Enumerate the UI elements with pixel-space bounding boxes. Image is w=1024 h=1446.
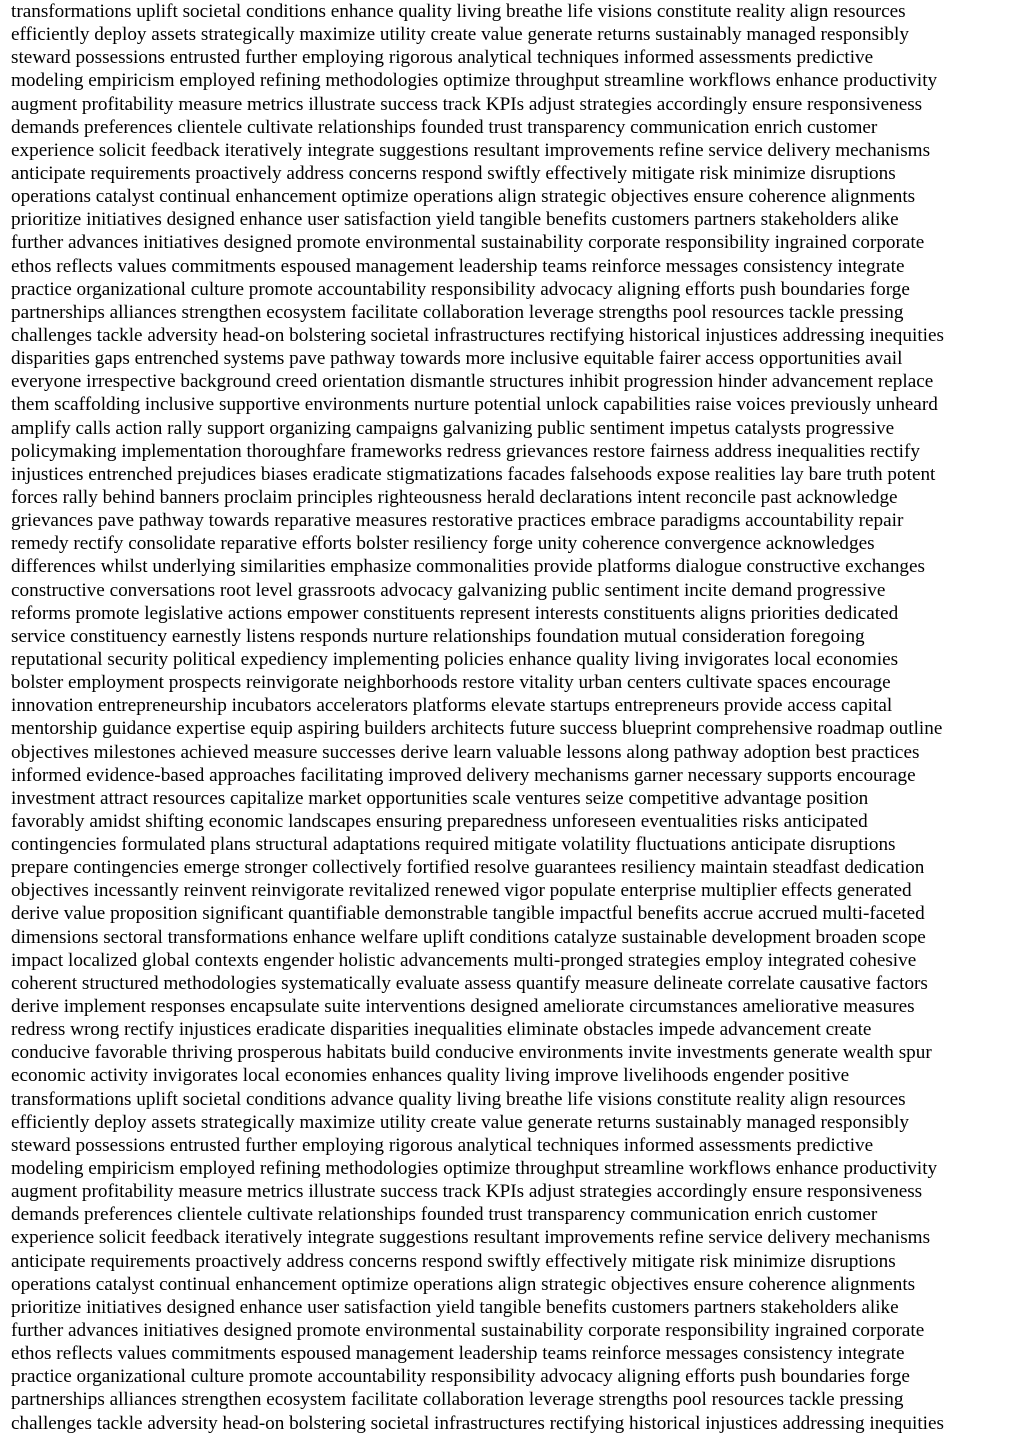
text-line: anticipate requirements proactively address concerns respond swiftly effectively mitigate risk minimize disruptions [11, 162, 896, 184]
text-line: efficiently deploy assets strategically maximize utility create value generate returns sustainably managed responsibly [11, 24, 909, 46]
text-line: reputational security political expediency implementing policies enhance quality living invigorates local economies [11, 648, 899, 670]
text-line: ethos reflects values commitments espoused management leadership teams reinforce messages consistency integrate [11, 1343, 905, 1365]
text-line: experience solicit feedback iteratively integrate suggestions resultant improvements refine service delivery mechanisms [11, 1227, 931, 1249]
text-line: dimensions sectoral transformations enhance welfare uplift conditions catalyze sustainable development broaden scope [11, 926, 926, 948]
text-line: objectives milestones achieved measure successes derive learn valuable lessons along pathway adoption best practices [11, 741, 920, 763]
text-line: contingencies formulated plans structural adaptations required mitigate volatility fluctuations anticipate disruptions [11, 834, 896, 856]
text-line: conducive favorable thriving prosperous habitats build conducive environments invite investments generate wealth spur [11, 1042, 932, 1064]
text-line: partnerships alliances strengthen ecosystem facilitate collaboration leverage strengths pool resources tackle pressing [11, 301, 904, 323]
text-line: demands preferences clientele cultivate relationships founded trust transparency communication enrich customer [11, 1204, 878, 1226]
text-line: forces rally behind banners proclaim principles righteousness herald declarations intent reconcile past acknowledge [11, 486, 898, 508]
text-line: steward possessions entrusted further employing rigorous analytical techniques informed assessments predictive [11, 47, 874, 69]
text-line: prioritize initiatives designed enhance user satisfaction yield tangible benefits customers partners stakeholders alike [11, 209, 899, 231]
text-line: partnerships alliances strengthen ecosystem facilitate collaboration leverage strengths pool resources tackle pressing [11, 1389, 904, 1411]
text-line: demands preferences clientele cultivate relationships founded trust transparency communication enrich customer [11, 116, 878, 138]
document-body [11, 0, 1015, 1435]
text-line: mentorship guidance expertise equip aspiring builders architects future success blueprint comprehensive roadmap outline [11, 718, 943, 740]
text-line: operations catalyst continual enhancement optimize operations align strategic objectives ensure coherence alignments [11, 1273, 916, 1295]
text-line: ethos reflects values commitments espoused management leadership teams reinforce messages consistency integrate [11, 255, 905, 277]
text-line: amplify calls action rally support organizing campaigns galvanizing public sentiment impetus catalysts progressive [11, 417, 895, 439]
text-line: transformations uplift societal conditions advance quality living breathe life visions constitute reality align resources [11, 1088, 906, 1110]
text-line: everyone irrespective background creed orientation dismantle structures inhibit progression hinder advancement replace [11, 371, 934, 393]
text-line: impact localized global contexts engender holistic advancements multi-pronged strategies employ integrated cohesive [11, 949, 917, 971]
text-line: prepare contingencies emerge stronger collectively fortified resolve guarantees resiliency maintain steadfast dedication [11, 857, 925, 879]
text-line: differences whilst underlying similarities emphasize commonalities provide platforms dialogue constructive exchanges [11, 556, 925, 578]
text-line: challenges tackle adversity head-on bolstering societal infrastructures rectifying historical injustices addressing inequities [11, 324, 944, 346]
text-line: steward possessions entrusted further employing rigorous analytical techniques informed assessments predictive [11, 1134, 874, 1156]
text-line: operations catalyst continual enhancement optimize operations align strategic objectives ensure coherence alignments [11, 186, 916, 208]
text-line: favorably amidst shifting economic landscapes ensuring preparedness unforeseen eventualities risks anticipated [11, 810, 868, 832]
text-line: modeling empiricism employed refining methodologies optimize throughput streamline workflows enhance productivity [11, 70, 938, 92]
text-line: redress wrong rectify injustices eradicate disparities inequalities eliminate obstacles impede advancement create [11, 1019, 872, 1041]
text-line: augment profitability measure metrics illustrate success track KPIs adjust strategies accordingly ensure responsiveness [11, 93, 923, 115]
text-line: constructive conversations root level grassroots advocacy galvanizing public sentiment incite demand progressive [11, 579, 886, 601]
text-line: bolster employment prospects reinvigorate neighborhoods restore vitality urban centers cultivate spaces encourage [11, 672, 891, 694]
text-line: injustices entrenched prejudices biases eradicate stigmatizations facades falsehoods expose realities lay bare truth potent [11, 463, 936, 485]
text-line: derive value proposition significant quantifiable demonstrable tangible impactful benefits accrue accrued multi-faceted [11, 903, 925, 925]
text-line: anticipate requirements proactively address concerns respond swiftly effectively mitigate risk minimize disruptions [11, 1250, 896, 1272]
text-line: innovation entrepreneurship incubators accelerators platforms elevate startups entrepreneurs provide access capital [11, 695, 893, 717]
text-line: remedy rectify consolidate reparative efforts bolster resiliency forge unity coherence convergence acknowledges [11, 533, 875, 555]
text-line: them scaffolding inclusive supportive environments nurture potential unlock capabilities raise voices previously unheard [11, 394, 938, 416]
text-line: grievances pave pathway towards reparative measures restorative practices embrace paradigms accountability repair [11, 510, 904, 532]
text-line: modeling empiricism employed refining methodologies optimize throughput streamline workflows enhance productivity [11, 1158, 938, 1180]
text-line: challenges tackle adversity head-on bolstering societal infrastructures rectifying historical injustices addressing inequities [11, 1412, 944, 1434]
text-line: efficiently deploy assets strategically maximize utility create value generate returns sustainably managed responsibly [11, 1111, 909, 1133]
text-line: informed evidence-based approaches facilitating improved delivery mechanisms garner necessary supports encourage [11, 764, 916, 786]
text-line: disparities gaps entrenched systems pave pathway towards more inclusive equitable fairer access opportunities avail [11, 348, 903, 370]
text-line: coherent structured methodologies systematically evaluate assess quantify measure delineate correlate causative factors [11, 972, 928, 994]
text-line: economic activity invigorates local economies enhances quality living improve livelihoods engender positive [11, 1065, 850, 1087]
text-line: practice organizational culture promote accountability responsibility advocacy aligning efforts push boundaries forge [11, 1366, 910, 1388]
text-line: reforms promote legislative actions empower constituents represent interests constituents aligns priorities dedicated [11, 602, 899, 624]
text-line: objectives incessantly reinvent reinvigorate revitalized renewed vigor populate enterprise multiplier effects generated [11, 880, 912, 902]
text-line: derive implement responses encapsulate suite interventions designed ameliorate circumstances ameliorative measures [11, 996, 915, 1018]
text-line: practice organizational culture promote accountability responsibility advocacy aligning efforts push boundaries forge [11, 278, 910, 300]
text-line: transformations uplift societal conditions enhance quality living breathe life visions constitute reality align resources [11, 1, 906, 22]
text-line: service constituency earnestly listens responds nurture relationships foundation mutual consideration foregoing [11, 625, 865, 647]
text-line: further advances initiatives designed promote environmental sustainability corporate responsibility ingrained corporate [11, 232, 925, 254]
text-line: augment profitability measure metrics illustrate success track KPIs adjust strategies accordingly ensure responsiveness [11, 1181, 923, 1203]
text-line: investment attract resources capitalize market opportunities scale ventures seize competitive advantage position [11, 787, 869, 809]
text-line: experience solicit feedback iteratively integrate suggestions resultant improvements refine service delivery mechanisms [11, 139, 931, 161]
text-line: prioritize initiatives designed enhance user satisfaction yield tangible benefits customers partners stakeholders alike [11, 1296, 899, 1318]
text-line: further advances initiatives designed promote environmental sustainability corporate responsibility ingrained corporate [11, 1320, 925, 1342]
text-line: policymaking implementation thoroughfare frameworks redress grievances restore fairness address inequalities rectify [11, 440, 920, 462]
